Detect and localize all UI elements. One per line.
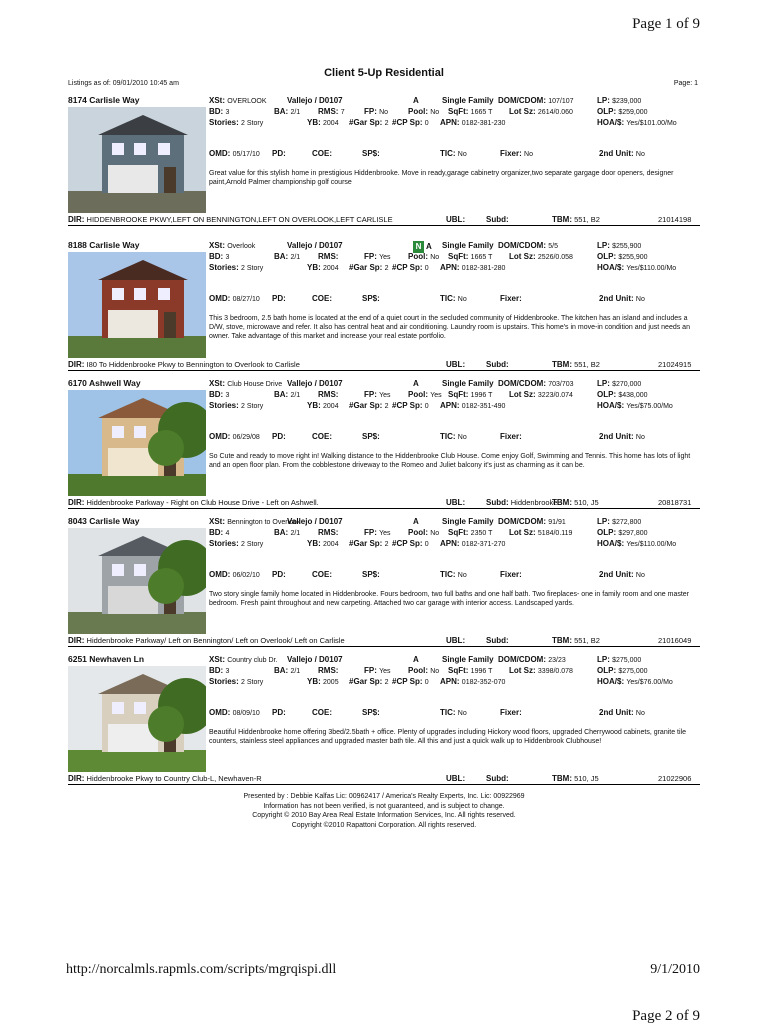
omd: OMD: 08/09/10 bbox=[209, 708, 260, 717]
ubl: UBL: bbox=[446, 360, 466, 369]
listing-address[interactable]: 6251 Newhaven Ln bbox=[68, 654, 145, 664]
pending-date: PD: bbox=[272, 432, 286, 441]
pending-date: PD: bbox=[272, 149, 286, 158]
tic: TIC: No bbox=[440, 432, 467, 441]
new-listing-badge: N bbox=[413, 241, 424, 253]
presented-by-footer bbox=[0, 792, 768, 830]
pool: Pool: No bbox=[408, 666, 440, 675]
original-list-price: OLP: $255,900 bbox=[597, 252, 648, 261]
year-built: YB: 2004 bbox=[307, 401, 339, 410]
stories: Stories: 2 Story bbox=[209, 677, 264, 686]
thomas-bros-map: TBM: 510, J5 bbox=[552, 774, 599, 783]
list-price: LP: $272,800 bbox=[597, 517, 642, 526]
original-list-price: OLP: $297,800 bbox=[597, 528, 648, 537]
coe: COE: bbox=[312, 149, 332, 158]
list-price: LP: $239,000 bbox=[597, 96, 642, 105]
year-built: YB: 2004 bbox=[307, 539, 339, 548]
garage-spaces: #Gar Sp: 2 bbox=[349, 401, 389, 410]
lot-size: Lot Sz: 5184/0.119 bbox=[509, 528, 573, 537]
year-built: YB: 2004 bbox=[307, 118, 339, 127]
dom-cdom: DOM/CDOM: 5/5 bbox=[498, 241, 558, 250]
square-feet: SqFt: 1665 T bbox=[448, 107, 493, 116]
omd: OMD: 06/29/08 bbox=[209, 432, 260, 441]
footer-date: 9/1/2010 bbox=[650, 962, 700, 977]
stories: Stories: 2 Story bbox=[209, 401, 264, 410]
cross-street: XSt: Club House Drive bbox=[209, 379, 283, 388]
mls-number[interactable]: 21024915 bbox=[658, 360, 692, 369]
directions-row: DIR: I80 To Hiddenbrooke Pkwy to Bennington to Overlook to Carlisle UBL: Subd: TBM: 551, B2 21024915 bbox=[68, 360, 700, 371]
fixer: Fixer: No bbox=[500, 149, 533, 158]
ubl: UBL: bbox=[446, 215, 466, 224]
directions-text: Hiddenbrooke Parkway/ Left on Bennington/ Left on Overlook/ Left on Carlisle bbox=[86, 636, 345, 645]
listing-card bbox=[68, 654, 700, 792]
garage-spaces: #Gar Sp: 2 bbox=[349, 118, 389, 127]
sale-price: SP$: bbox=[362, 149, 380, 158]
garage-spaces: #Gar Sp: 2 bbox=[349, 263, 389, 272]
thomas-bros-map: TBM: 551, B2 bbox=[552, 360, 600, 369]
mls-number[interactable]: 21022906 bbox=[658, 774, 692, 783]
rooms: RMS: bbox=[318, 666, 339, 675]
pending-date: PD: bbox=[272, 708, 286, 717]
listing-card bbox=[68, 516, 700, 654]
pool: Pool: No bbox=[408, 252, 440, 261]
list-price: LP: $275,000 bbox=[597, 655, 642, 664]
thomas-bros-map: TBM: 510, J5 bbox=[552, 498, 599, 507]
bedrooms: BD: 3 bbox=[209, 666, 230, 675]
rooms: RMS: 7 bbox=[318, 107, 345, 116]
house-photo-image bbox=[68, 666, 206, 772]
property-type: Single Family bbox=[442, 517, 494, 526]
directions-text: I80 To Hiddenbrooke Pkwy to Bennington to Overlook to Carlisle bbox=[86, 360, 300, 369]
sale-price: SP$: bbox=[362, 570, 380, 579]
bedrooms: BD: 4 bbox=[209, 528, 230, 537]
bathrooms: BA: 2/1 bbox=[274, 666, 301, 675]
page-counter-top: Page 1 of 9 bbox=[632, 16, 700, 32]
tic: TIC: No bbox=[440, 294, 467, 303]
area-district: Vallejo / D0107 bbox=[287, 241, 343, 250]
listing-card bbox=[68, 95, 700, 233]
stories: Stories: 2 Story bbox=[209, 118, 264, 127]
listing-description: Beautiful Hiddenbrooke home offering 3bed/2.5bath + office. Plenty of upgrades including Hickory wood floors, upgraded Cherrywood cabinets, granite tile counters, stainless steel appliances and upgraded master bath tile. All this and just a quick walk up to Hiddenbrook Clubhouse! bbox=[209, 729, 687, 745]
pending-date: PD: bbox=[272, 294, 286, 303]
fireplace: FP: Yes bbox=[364, 528, 391, 537]
bathrooms: BA: 2/1 bbox=[274, 107, 301, 116]
lot-size: Lot Sz: 3223/0.074 bbox=[509, 390, 573, 399]
subdivision: Subd: bbox=[486, 636, 509, 645]
property-type: Single Family bbox=[442, 379, 494, 388]
mls-number[interactable]: 21014198 bbox=[658, 215, 692, 224]
lot-size: Lot Sz: 2526/0.058 bbox=[509, 252, 573, 261]
listing-address[interactable]: 8043 Carlisle Way bbox=[68, 516, 140, 526]
dom-cdom: DOM/CDOM: 703/703 bbox=[498, 379, 574, 388]
house-photo[interactable] bbox=[68, 666, 206, 772]
fireplace: FP: Yes bbox=[364, 390, 391, 399]
listing-description: Two story single family home located in Hiddenbrooke. Fours bedroom, two full baths and one half bath. Two fireplaces- one in family room and one master bedroom. Fresh paint throughout and new carpeting. Attached two car garage with interior access. Landscaped yards. bbox=[209, 591, 690, 607]
listing-description: This 3 bedroom, 2.5 bath home is located at the end of a quiet court in the secluded community of Hiddenbrooke. The kitchen has an island and includes a D/W, stove, microwave and refer. It also has central heat and air conditioning. Laundry room is upstairs. This home's in move-in condition and just needs an owner. Take advantage of this market and increase your real estate portfolio. bbox=[209, 315, 690, 340]
coe: COE: bbox=[312, 708, 332, 717]
second-unit: 2nd Unit: No bbox=[599, 149, 645, 158]
subdivision: Subd: bbox=[486, 360, 509, 369]
subdivision: Subd: Hiddenbrooke bbox=[486, 498, 558, 507]
house-photo[interactable] bbox=[68, 252, 206, 358]
house-photo-image bbox=[68, 528, 206, 634]
rooms: RMS: bbox=[318, 528, 339, 537]
listing-description: Great value for this stylish home in prestigious Hiddenbrooke. Move in ready,garage cabinetry organizer,two separate gargage door openers, designer paint,Arnold Palmer championship golf course bbox=[209, 170, 674, 186]
apn: APN: 0182-371-270 bbox=[440, 539, 506, 548]
square-feet: SqFt: 1996 T bbox=[448, 666, 493, 675]
coe: COE: bbox=[312, 570, 332, 579]
property-type: Single Family bbox=[442, 96, 494, 105]
status-indicator: A bbox=[413, 655, 419, 664]
fixer: Fixer: bbox=[500, 708, 522, 717]
hoa-dues: HOA/$: Yes/$75.00/Mo bbox=[597, 401, 673, 410]
omd: OMD: 06/02/10 bbox=[209, 570, 260, 579]
sale-price: SP$: bbox=[362, 708, 380, 717]
bedrooms: BD: 3 bbox=[209, 252, 230, 261]
carport-spaces: #CP Sp: 0 bbox=[392, 263, 429, 272]
lot-size: Lot Sz: 3398/0.078 bbox=[509, 666, 573, 675]
omd: OMD: 08/27/10 bbox=[209, 294, 260, 303]
bathrooms: BA: 2/1 bbox=[274, 390, 301, 399]
report-title: Client 5-Up Residential bbox=[324, 67, 444, 79]
garage-spaces: #Gar Sp: 2 bbox=[349, 677, 389, 686]
thomas-bros-map: TBM: 551, B2 bbox=[552, 636, 600, 645]
house-photo[interactable] bbox=[68, 528, 206, 634]
stories: Stories: 2 Story bbox=[209, 263, 264, 272]
hoa-dues: HOA/$: Yes/$110.00/Mo bbox=[597, 539, 677, 548]
mls-number[interactable]: 20818731 bbox=[658, 498, 692, 507]
house-photo-image bbox=[68, 390, 206, 496]
house-photo[interactable] bbox=[68, 390, 206, 496]
directions-text: HIDDENBROOKE PKWY,LEFT ON BENNINGTON,LEFT ON OVERLOOK,LEFT CARLISLE bbox=[86, 215, 393, 224]
pending-date: PD: bbox=[272, 570, 286, 579]
sale-price: SP$: bbox=[362, 294, 380, 303]
omd: OMD: 05/17/10 bbox=[209, 149, 260, 158]
bathrooms: BA: 2/1 bbox=[274, 252, 301, 261]
disclaimer-line: Information has not been verified, is not guaranteed, and is subject to change. bbox=[263, 802, 505, 810]
report-page-label: Page: 1 bbox=[673, 80, 698, 87]
mls-number[interactable]: 21016049 bbox=[658, 636, 692, 645]
year-built: YB: 2005 bbox=[307, 677, 339, 686]
area-district: Vallejo / D0107 bbox=[287, 655, 343, 664]
subdivision: Subd: bbox=[486, 774, 509, 783]
rooms: RMS: bbox=[318, 252, 339, 261]
fixer: Fixer: bbox=[500, 294, 522, 303]
second-unit: 2nd Unit: No bbox=[599, 294, 645, 303]
property-type: Single Family bbox=[442, 655, 494, 664]
property-type: Single Family bbox=[442, 241, 494, 250]
area-district: Vallejo / D0107 bbox=[287, 379, 343, 388]
second-unit: 2nd Unit: No bbox=[599, 570, 645, 579]
house-photo-image bbox=[68, 107, 206, 213]
cross-street: XSt: Overlook bbox=[209, 241, 256, 250]
cross-street: XSt: OVERLOOK bbox=[209, 96, 267, 105]
carport-spaces: #CP Sp: 0 bbox=[392, 677, 429, 686]
fireplace: FP: Yes bbox=[364, 666, 391, 675]
hoa-dues: HOA/$: Yes/$76.00/Mo bbox=[597, 677, 673, 686]
hoa-dues: HOA/$: Yes/$101.00/Mo bbox=[597, 118, 677, 127]
listings-as-of: Listings as of: 09/01/2010 10:45 am bbox=[68, 80, 179, 87]
fireplace: FP: No bbox=[364, 107, 389, 116]
tic: TIC: No bbox=[440, 149, 467, 158]
presented-by-line: Presented by : Debbie Kalfas Lic: 00962417 / America's Realty Experts, Inc. Lic: 00922969 bbox=[243, 793, 525, 800]
ubl: UBL: bbox=[446, 498, 466, 507]
sale-price: SP$: bbox=[362, 432, 380, 441]
status-indicator: A bbox=[413, 517, 419, 526]
cross-street: XSt: Country club Dr. bbox=[209, 655, 278, 664]
square-feet: SqFt: 1665 T bbox=[448, 252, 493, 261]
house-photo[interactable] bbox=[68, 107, 206, 213]
directions-text: Hiddenbrooke Pkwy to Country Club-L, Newhaven-R bbox=[86, 774, 262, 783]
cross-street: XSt: Bennington to Overlook bbox=[209, 517, 301, 526]
fireplace: FP: Yes bbox=[364, 252, 391, 261]
page-counter-bottom: Page 2 of 9 bbox=[632, 1008, 700, 1024]
copyright-line: Copyright © 2010 Bay Area Real Estate Information Services, Inc. All rights reserved. bbox=[252, 812, 516, 819]
bedrooms: BD: 3 bbox=[209, 107, 230, 116]
tic: TIC: No bbox=[440, 570, 467, 579]
subdivision: Subd: bbox=[486, 215, 509, 224]
rooms: RMS: bbox=[318, 390, 339, 399]
thomas-bros-map: TBM: 551, B2 bbox=[552, 215, 600, 224]
directions-row: DIR: Hiddenbrooke Parkway/ Left on Bennington/ Left on Overlook/ Left on Carlisle UBL: Subd: TBM: 551, B2 21016049 bbox=[68, 636, 700, 647]
original-list-price: OLP: $275,000 bbox=[597, 666, 648, 675]
stories: Stories: 2 Story bbox=[209, 539, 264, 548]
dom-cdom: DOM/CDOM: 23/23 bbox=[498, 655, 566, 664]
carport-spaces: #CP Sp: 0 bbox=[392, 539, 429, 548]
list-price: LP: $255,900 bbox=[597, 241, 642, 250]
pool: Pool: Yes bbox=[408, 390, 442, 399]
tic: TIC: No bbox=[440, 708, 467, 717]
carport-spaces: #CP Sp: 0 bbox=[392, 401, 429, 410]
second-unit: 2nd Unit: No bbox=[599, 432, 645, 441]
area-district: Vallejo / D0107 bbox=[287, 517, 343, 526]
listing-card bbox=[68, 378, 700, 516]
year-built: YB: 2004 bbox=[307, 263, 339, 272]
apn: APN: 0182-352-070 bbox=[440, 677, 506, 686]
ubl: UBL: bbox=[446, 636, 466, 645]
status-indicator: A bbox=[413, 96, 419, 105]
fixer: Fixer: bbox=[500, 570, 522, 579]
apn: APN: 0182-381-230 bbox=[440, 118, 506, 127]
listing-address[interactable]: 6170 Ashwell Way bbox=[68, 378, 141, 388]
original-list-price: OLP: $259,000 bbox=[597, 107, 648, 116]
second-unit: 2nd Unit: No bbox=[599, 708, 645, 717]
garage-spaces: #Gar Sp: 2 bbox=[349, 539, 389, 548]
square-feet: SqFt: 1996 T bbox=[448, 390, 493, 399]
original-list-price: OLP: $438,000 bbox=[597, 390, 648, 399]
bedrooms: BD: 3 bbox=[209, 390, 230, 399]
status-indicator: N A bbox=[413, 241, 432, 253]
coe: COE: bbox=[312, 294, 332, 303]
listing-description: So Cute and ready to move right in! Walking distance to the Hiddenbrooke Club House. Come enjoy Golf, Swimming and Tennis. This home has lots of light and an open floor plan. From the cobblestone driveway to the Romeo and Juliet balcony it's just as charming as it can be. bbox=[209, 453, 691, 469]
house-photo-image bbox=[68, 252, 206, 358]
listing-address[interactable]: 8188 Carlisle Way bbox=[68, 240, 140, 250]
pool: Pool: No bbox=[408, 107, 440, 116]
carport-spaces: #CP Sp: 0 bbox=[392, 118, 429, 127]
directions-row: DIR: HIDDENBROOKE PKWY,LEFT ON BENNINGTON,LEFT ON OVERLOOK,LEFT CARLISLE UBL: Subd: TBM: 551, B2 21014198 bbox=[68, 215, 700, 226]
directions-text: Hiddenbrooke Parkway - Right on Club House Drive - Left on Ashwell. bbox=[86, 498, 319, 507]
area-district: Vallejo / D0107 bbox=[287, 96, 343, 105]
listing-card bbox=[68, 240, 700, 378]
fixer: Fixer: bbox=[500, 432, 522, 441]
apn: APN: 0182-351-490 bbox=[440, 401, 506, 410]
pool: Pool: No bbox=[408, 528, 440, 537]
footer-url[interactable]: http://norcalmls.rapmls.com/scripts/mgrqispi.dll bbox=[66, 962, 337, 977]
directions-row: DIR: Hiddenbrooke Pkwy to Country Club-L, Newhaven-R UBL: Subd: TBM: 510, J5 21022906 bbox=[68, 774, 700, 785]
coe: COE: bbox=[312, 432, 332, 441]
dom-cdom: DOM/CDOM: 91/91 bbox=[498, 517, 566, 526]
ubl: UBL: bbox=[446, 774, 466, 783]
copyright-line-rapattoni: Copyright ©2010 Rapattoni Corporation. All rights reserved. bbox=[291, 821, 477, 829]
listing-address[interactable]: 8174 Carlisle Way bbox=[68, 95, 140, 105]
apn: APN: 0182-381-280 bbox=[440, 263, 506, 272]
bathrooms: BA: 2/1 bbox=[274, 528, 301, 537]
lot-size: Lot Sz: 2614/0.060 bbox=[509, 107, 573, 116]
hoa-dues: HOA/$: Yes/$110.00/Mo bbox=[597, 263, 677, 272]
square-feet: SqFt: 2350 T bbox=[448, 528, 493, 537]
list-price: LP: $270,000 bbox=[597, 379, 642, 388]
status-indicator: A bbox=[413, 379, 419, 388]
dom-cdom: DOM/CDOM: 107/107 bbox=[498, 96, 574, 105]
directions-row: DIR: Hiddenbrooke Parkway - Right on Club House Drive - Left on Ashwell. UBL: Subd: Hiddenbrooke TBM: 510, J5 20818731 bbox=[68, 498, 700, 509]
